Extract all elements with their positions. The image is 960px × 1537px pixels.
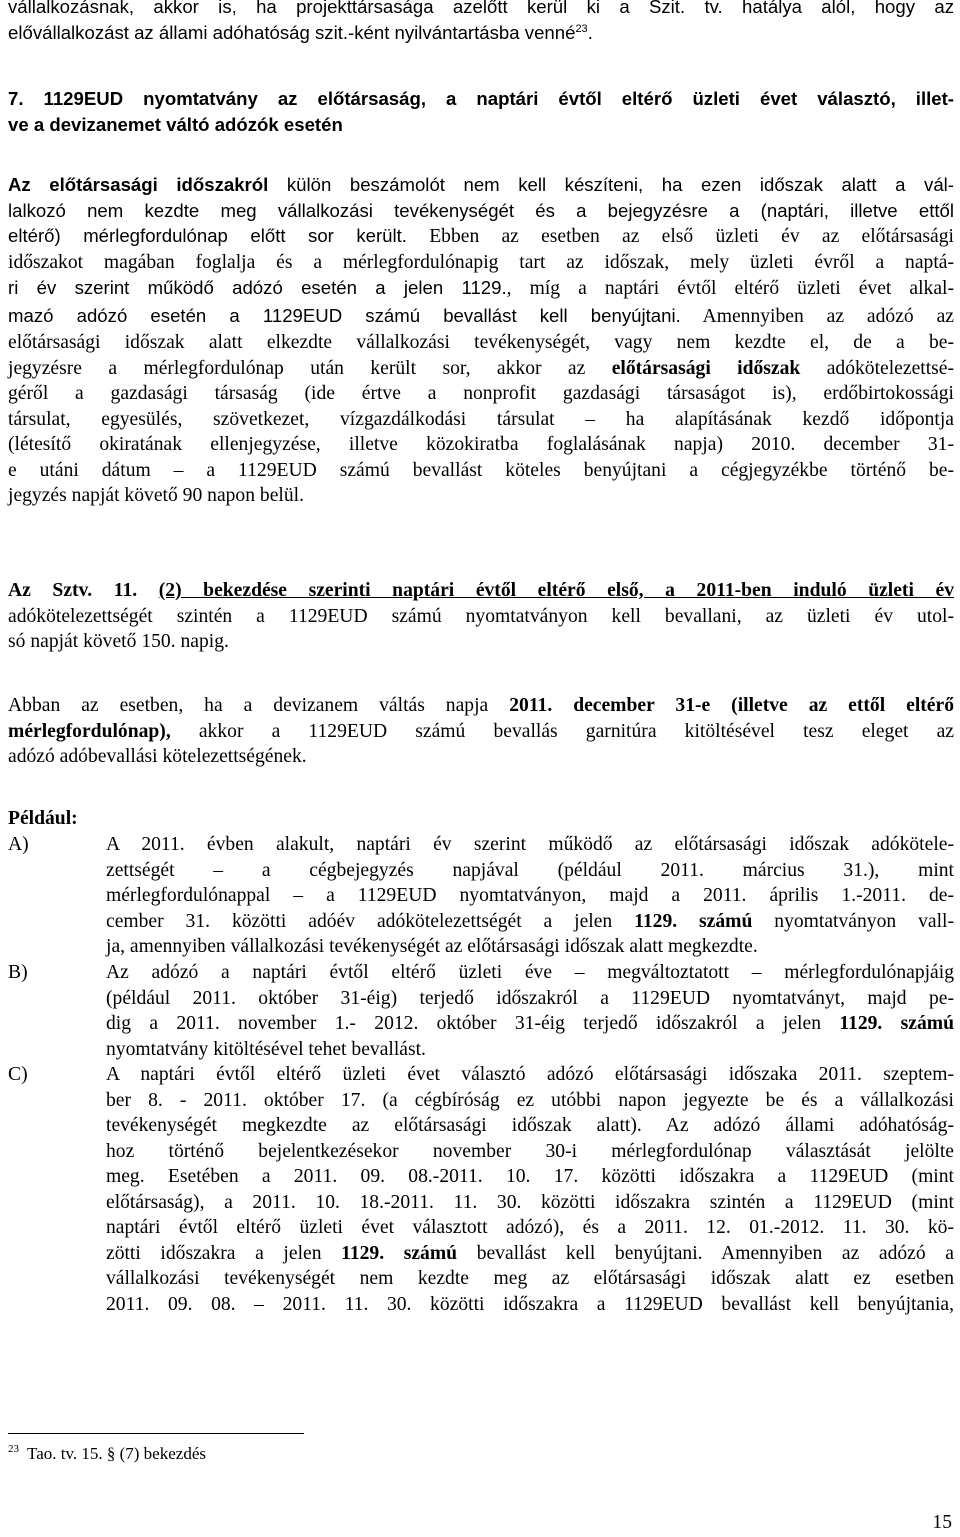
footnote-number: 23 [8,1443,19,1455]
text: mazó adózó esetén a 1129EUD számú bevallást kell benyújtani. [8,304,681,326]
paragraph-line: adókötelezettségét szintén a 1129EUD számú nyomtatványon kell bevallani, az üzleti év utol- [8,605,954,627]
paragraph-line: só napját követő 150. napig. [8,631,229,652]
text: Ebben az esetben az első üzleti év az előtársasági [406,226,954,247]
paragraph-line: adózó adóbevallási kötelezettségének. [8,746,307,767]
paragraph-line: jegyzés napját követő 90 napon belül. [8,485,305,506]
section-heading-line: 7. 1129EUD nyomtatvány az előtársaság, a naptári évtől eltérő üzleti évet választó, illet- [8,88,954,109]
footnote-text: Tao. tv. 15. § (7) bekezdés [27,1444,206,1463]
text: nyomtatványon vall- [752,910,954,932]
item-line: 2011. 09. 08. – 2011. 11. 30. közötti időszakra a 1129EUD bevallást kell benyújtania, [106,1293,954,1315]
paragraph-line [8,223,954,250]
item-label: C) [8,1064,28,1085]
text: eltérő) mérlegfordulónap előtt sor került. [8,225,407,246]
text: dig a 2011. november 1.- 2012. október 31-éig terjedő időszakról a jelen [106,1013,840,1034]
item-line: mérlegfordulónappal – a 1129EUD nyomtatványon, majd a 2011. április 1.-2011. de- [106,885,954,906]
paragraph-sztv [8,578,954,655]
text: cember 31. közötti adóév adókötelezettségét a jelen [106,910,635,932]
item-line: meg. Esetében a 2011. 09. 08.-2011. 10. 17. közötti időszakra a 1129EUD (mint [106,1166,954,1187]
item-line: Az adózó a naptári évtől eltérő üzleti éve – megváltoztatott – mérlegfordulónapjáig [106,962,954,983]
page-number: 15 [932,1512,952,1533]
text: adókötelezettsé- [800,357,955,379]
bold-text: mérlegfordulónap), [8,720,171,742]
item-line: A naptári évtől eltérő üzleti évet választó adózó előtársasági időszaka 2011. szeptem- [106,1064,954,1085]
paragraph-pre-company [8,172,954,509]
intro-text: elővállalkozást az állami adóhatóság szit.-ként nyilvántartásba venné [8,21,576,43]
item-line: naptári évtől eltérő üzleti évet választott adózó), és a 2011. 12. 01.-2012. 11. 30. kö- [106,1217,954,1238]
item-line [106,1011,954,1037]
item-body [106,1062,954,1317]
item-line: vállalkozási tevékenységét nem kezdte meg az előtársasági időszak alatt ez esetben [106,1268,954,1289]
item-body [106,960,954,1062]
paragraph-line: társulat, egyesülés, szövetkezet, vízgazdálkodási társulat – ha alapításának kezdő időpontja [8,408,954,430]
paragraph-line [8,303,954,331]
paragraph-line [8,578,954,604]
item-line: tevékenységét megkezdte az előtársasági időszak alatt). Az adózó állami adóhatóság- [106,1115,954,1136]
bold-text: 1129. számú [341,1242,458,1264]
bold-text: Az Sztv. 11. [8,580,159,601]
bold-lead: Az előtársasági időszakról [8,174,269,195]
paragraph-devizanem [8,693,954,770]
paragraph-line: e utáni dátum – a 1129EUD számú bevallást köteles benyújtani a cégjegyzékbe történő be- [8,459,954,481]
item-line [106,1241,954,1267]
footnote-reference: 23 [575,22,588,35]
text: akkor a 1129EUD számú bevallás garnitúra kitöltésével tesz eleget az [170,720,954,742]
item-line: (például 2011. október 31-éig) terjedő időszakról a 1129EUD nyomtatványt, majd pe- [106,987,954,1009]
paragraph-line [8,275,954,303]
item-line: ber 8. - 2011. október 17. (a cégbíróság ez utóbbi napon jegyezte be és a vállalkozási [106,1089,954,1111]
text: jegyzésre a mérlegfordulónap után került sor, akkor az [8,357,612,379]
paragraph-line: lalkozó nem kezdte meg vállalkozási tevékenységét és a bejegyzésre a (naptári, illetve ettől [8,199,954,221]
text: Abban az esetben, ha a devizanem váltás napja [8,695,510,716]
paragraph-line [8,693,954,719]
section-heading-line: ve a devizanemet váltó adózók esetén [8,113,343,135]
item-label: B) [8,962,28,983]
bold-text: 1129. számú [634,910,753,932]
item-line: előtársaság), a 2011. 10. 18.-2011. 11. 30. közötti időszakra szintén a 1129EUD (mint [106,1191,954,1213]
text: külön beszámolót nem kell készíteni, ha ezen időszak alatt a vál- [268,174,954,195]
paragraph-line: előtársasági időszak alatt elkezdte vállalkozási tevékenységét, vagy nem kezdte el, de a be- [8,332,954,353]
bold-text: 2011. december 31-e (illetve az ettől eltérő [509,695,954,716]
bold-text: 1129. számú [839,1013,954,1034]
intro-line: vállalkozásnak, akkor is, ha projekttársasága azelőtt kerül ki a Szit. tv. hatálya alól, hogy az [8,0,954,17]
footnote [8,1443,206,1467]
paragraph-line [8,356,954,382]
item-label: A) [8,834,29,855]
text: ri év szerint működő adózó esetén a jelen 1129. [8,277,507,298]
text: bevallást kell benyújtani. Amennyiben az adózó a [457,1242,954,1264]
text: Amennyiben az adózó az [680,305,954,327]
paragraph-line: időszakot magában foglalja és a mérlegfordulónapig tart az időszak, mely üzleti évről a naptá- [8,251,954,273]
intro-paragraph [8,0,954,45]
bold-underlined-text: (2) bekezdése szerinti naptári évtől eltérő első, a 2011-ben induló üzleti év [158,580,954,601]
item-line: zettségét – a cégbejegyzés napjával (például 2011. március 31.), mint [106,859,954,881]
footnote-separator [8,1433,304,1434]
item-body [106,832,954,960]
item-line: hoz történő bejelentkezésekor november 30-i mérlegfordulónap választását jelölte [106,1140,954,1162]
paragraph-line [8,172,954,198]
section-heading [8,86,954,137]
bold-text: előtársasági időszak [611,357,801,379]
text: , míg a naptári évtől eltérő üzleti évet alkal- [506,278,955,299]
text: zötti időszakra a jelen [106,1242,342,1264]
paragraph-line: (létesítő okiratának ellenjegyzése, illetve közokiratba foglalásának napja) 2010. december 31- [8,434,954,455]
item-line: ja, amennyiben vállalkozási tevékenységét az előtársasági időszak alatt megkezdte. [106,936,758,957]
paragraph-line [8,719,954,745]
item-line: nyomtatvány kitöltésével tehet bevallást. [106,1038,426,1060]
intro-text: . [587,21,593,43]
intro-line [8,20,954,46]
item-line: A 2011. évben alakult, naptári év szerint működő az előtársasági időszak adókötele- [106,834,954,855]
example-heading: Például: [8,808,78,829]
paragraph-line: géről a gazdasági társaság (ide értve a nonprofit gazdasági társaságot is), erdőbirtokossági [8,383,954,404]
item-line [106,909,954,935]
